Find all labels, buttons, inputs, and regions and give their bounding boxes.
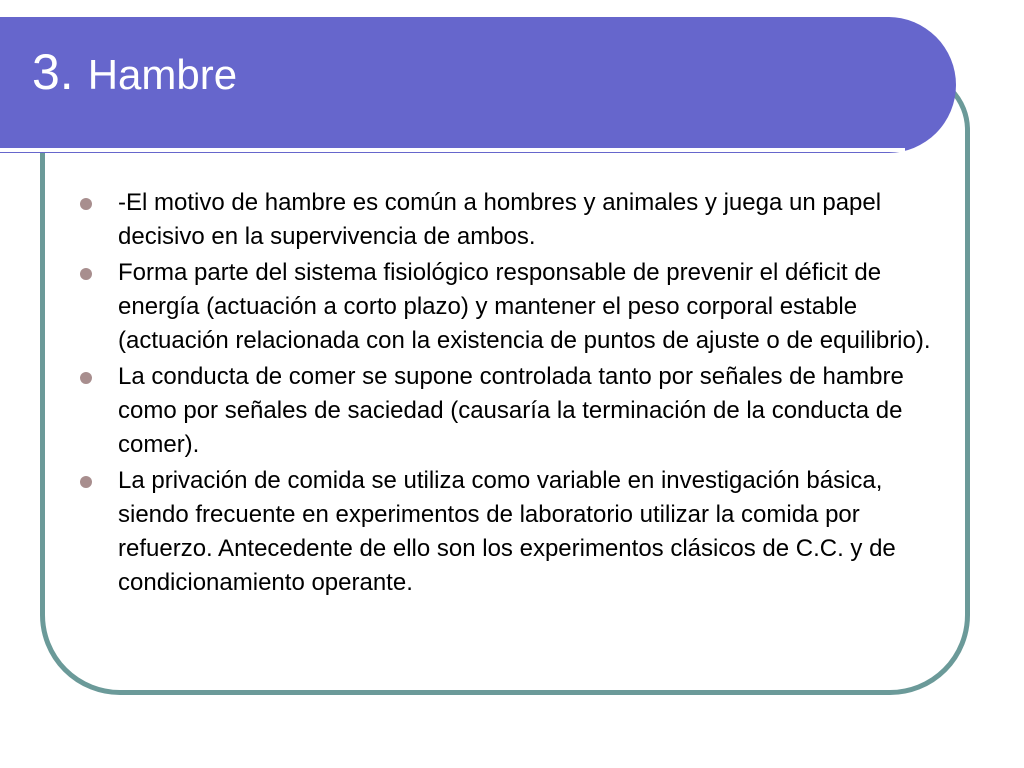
bullet-text: La conducta de comer se supone controlada tanto por señales de hambre como por señales de saciedad (causaría la terminación de la conducta de comer). — [118, 363, 904, 458]
bullet-item — [78, 360, 958, 462]
slide-title-number: 3. — [32, 44, 74, 100]
bullet-item — [78, 464, 958, 600]
slide-title — [32, 44, 238, 100]
bullet-list — [78, 186, 958, 602]
bullet-text: -El motivo de hambre es común a hombres y animales y juega un papel decisivo en la supervivencia de ambos. — [118, 189, 882, 250]
bullet-dot-icon — [80, 198, 92, 210]
bullet-text: La privación de comida se utiliza como variable en investigación básica, siendo frecuente en experimentos de laboratorio utilizar la comida por refuerzo. Antecedente de ello son los experimentos clásicos de C.C. y de condicionamiento operante. — [118, 467, 896, 596]
bullet-text: Forma parte del sistema fisiológico responsable de prevenir el déficit de energía (actuación a corto plazo) y mantener el peso corporal estable (actuación relacionada con la existencia de puntos de ajuste o de equilibrio). — [118, 259, 931, 354]
bullet-dot-icon — [80, 476, 92, 488]
bullet-item — [78, 256, 958, 358]
bullet-dot-icon — [80, 268, 92, 280]
slide-title-text: Hambre — [87, 51, 238, 98]
title-underline — [0, 148, 905, 152]
bullet-item — [78, 186, 958, 254]
bullet-dot-icon — [80, 372, 92, 384]
